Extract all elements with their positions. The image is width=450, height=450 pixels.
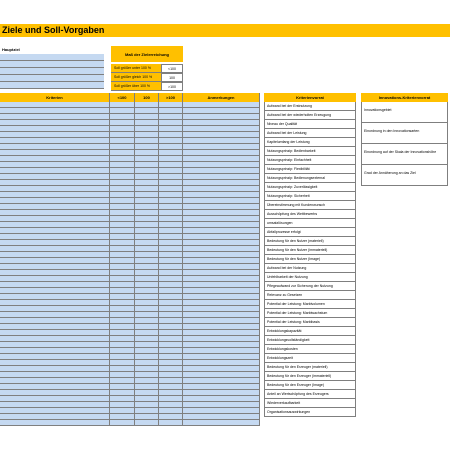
kriterium-item[interactable]: Potential der Leistung: Marktwachstum bbox=[264, 309, 356, 318]
kriterium-item[interactable]: Nutzungsprinzip: Bedienbarkeit bbox=[264, 147, 356, 156]
measure-label: Soll größer unter 100 % bbox=[111, 64, 161, 73]
table-cell[interactable] bbox=[183, 420, 260, 426]
measure-row bbox=[111, 64, 183, 73]
kriterium-item[interactable]: Nutzungsprinzip: Bedienungsexternal bbox=[264, 174, 356, 183]
table-cell[interactable] bbox=[0, 420, 110, 426]
goal-input-row[interactable] bbox=[0, 82, 104, 89]
kriterium-item[interactable]: Bedeutung für den Nutzer (immateriell) bbox=[264, 246, 356, 255]
goal-input-row[interactable] bbox=[0, 54, 104, 61]
measure-row bbox=[111, 82, 183, 91]
table-cell[interactable] bbox=[135, 420, 159, 426]
kriterium-item[interactable]: Entwicklungsvollständigkeit bbox=[264, 336, 356, 345]
measure-row bbox=[111, 73, 183, 82]
goal-input-row[interactable] bbox=[0, 75, 104, 82]
goal-label: Hauptziel bbox=[2, 47, 20, 52]
kriterium-item[interactable]: Bedeutung für den Nutzer (materiell) bbox=[264, 237, 356, 246]
sheet-title: Ziele und Soll-Vorgaben bbox=[2, 25, 105, 35]
innovation-item[interactable]: Grad der Annäherung an das Ziel bbox=[361, 165, 448, 186]
kriterium-item[interactable]: Nutzungsprinzip: Sicherheit bbox=[264, 192, 356, 201]
col-lt100: <100 bbox=[110, 93, 135, 102]
goal-input-row[interactable] bbox=[0, 68, 104, 75]
measure-label: Soll größer über 100 % bbox=[111, 82, 161, 91]
col-kriterien: Kriterien bbox=[0, 93, 110, 102]
measure-header: Maß der Zielerreichung bbox=[111, 46, 183, 62]
kriterium-item[interactable]: Bedeutung für den Nutzer (Image) bbox=[264, 255, 356, 264]
kriterium-item[interactable]: Abfallprozesse erfolgt bbox=[264, 228, 356, 237]
kriterium-item[interactable]: Entwicklungskapazität bbox=[264, 327, 356, 336]
kriterium-item[interactable]: Wiederverkaufbarkeit bbox=[264, 399, 356, 408]
col-anmerkungen: Anmerkungen bbox=[183, 93, 260, 102]
kriterium-item[interactable]: Bedeutung für den Erzeuger (Image) bbox=[264, 381, 356, 390]
kriterium-item[interactable]: Aufwand bei der Leistung bbox=[264, 129, 356, 138]
kriterium-item[interactable]: Bedeutung für den Erzeuger (materiell) bbox=[264, 363, 356, 372]
kriterium-item[interactable]: Nutzungsprinzip: Einfachheit bbox=[264, 156, 356, 165]
kriterium-item[interactable]: Ausschöpfung des Wettbewerbs bbox=[264, 210, 356, 219]
kriterium-item[interactable]: Aufwand bei der Erstnutzung bbox=[264, 102, 356, 111]
table-cell[interactable] bbox=[159, 420, 183, 426]
innovation-item[interactable]: Einordnung in den Innovationsarten bbox=[361, 123, 448, 144]
kriterium-item[interactable]: Potential der Leistung: Marktbasis bbox=[264, 318, 356, 327]
table-cell[interactable] bbox=[110, 420, 135, 426]
kriterium-item[interactable]: Übereinstimmung mit Kundenwunsch bbox=[264, 201, 356, 210]
measure-label: Soll größer gleich 100 % bbox=[111, 73, 161, 82]
measure-value[interactable]: 100 bbox=[161, 73, 183, 82]
kriterium-item[interactable]: umsatzlösungen bbox=[264, 219, 356, 228]
col-gt100: >100 bbox=[159, 93, 183, 102]
kriterium-item[interactable]: Aufwand bei der Nutzung bbox=[264, 264, 356, 273]
kriterium-item[interactable]: Pflegeaufwand zur Sicherung der Nutzung bbox=[264, 282, 356, 291]
kriterium-item[interactable]: Nutzungsprinzip: Zuverlässigkeit bbox=[264, 183, 356, 192]
innovation-header: Innovations-Kriterienvorrat bbox=[361, 93, 448, 102]
kriterium-item[interactable]: Organisationsauswirkungen bbox=[264, 408, 356, 417]
sheet-title-bar bbox=[0, 24, 450, 37]
kriterienvorrat-header: Kriterienvorrat bbox=[264, 93, 356, 102]
kriterium-item[interactable]: Anteil an Wertschöpfung des Erzeugers bbox=[264, 390, 356, 399]
kriterium-item[interactable]: Potential der Leistung: Marktvolumen bbox=[264, 300, 356, 309]
kriterium-item[interactable]: Bedeutung für den Erzeuger (immateriell) bbox=[264, 372, 356, 381]
innovation-item[interactable]: Innovationsgebiet bbox=[361, 102, 448, 123]
kriterium-item[interactable]: Kapitelumfang der Leistung bbox=[264, 138, 356, 147]
measure-value[interactable]: <100 bbox=[161, 64, 183, 73]
table-row bbox=[0, 420, 260, 426]
innovation-item[interactable]: Einordnung auf der Skala der Innovationshöhe bbox=[361, 144, 448, 165]
col-eq100: 100 bbox=[135, 93, 159, 102]
kriterium-item[interactable]: Entwicklungszeit bbox=[264, 354, 356, 363]
kriterium-item[interactable]: Aufwand bei der wiederholten Erzeugung bbox=[264, 111, 356, 120]
kriterium-item[interactable]: Relevanz zu Gesetzen bbox=[264, 291, 356, 300]
kriterium-item[interactable]: Nutzungsprinzip: Flexibilität bbox=[264, 165, 356, 174]
kriterium-item[interactable]: Entwicklungskosten bbox=[264, 345, 356, 354]
goal-input-row[interactable] bbox=[0, 61, 104, 68]
kriterium-item[interactable]: Unfehlbarkeit der Nutzung bbox=[264, 273, 356, 282]
measure-value[interactable]: >100 bbox=[161, 82, 183, 91]
kriterium-item[interactable]: Niveau der Qualität bbox=[264, 120, 356, 129]
